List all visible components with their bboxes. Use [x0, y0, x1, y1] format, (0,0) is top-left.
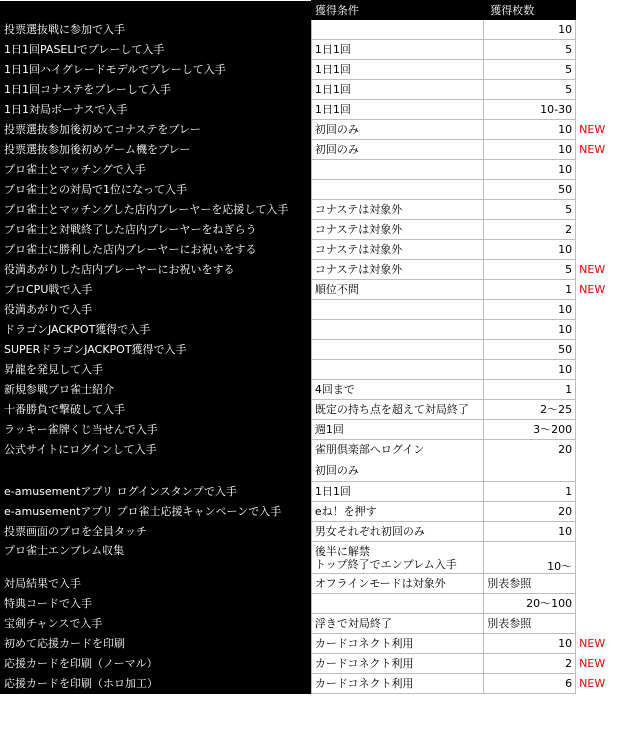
item-count: 5	[484, 60, 576, 80]
item-condition	[311, 20, 483, 40]
table-row	[0, 20, 629, 40]
item-condition	[311, 320, 483, 340]
new-badge: NEW	[579, 263, 606, 276]
item-name: 特典コードで入手	[0, 594, 311, 614]
item-count: 10～	[484, 542, 576, 574]
new-badge: NEW	[579, 143, 606, 156]
item-condition: カードコネクト利用	[311, 674, 483, 694]
item-count: 10	[484, 634, 576, 654]
table-row	[0, 140, 629, 160]
item-condition-line: 雀朋倶楽部へログイン	[314, 443, 425, 456]
item-name: SUPERドラゴンJACKPOT獲得で入手	[0, 340, 311, 360]
table-row	[0, 220, 629, 240]
new-badge	[576, 160, 629, 180]
item-count: 50	[484, 180, 576, 200]
item-condition: コナステは対象外	[311, 220, 483, 240]
item-count: 20～100	[484, 594, 576, 614]
item-condition: オフラインモードは対象外	[311, 574, 483, 594]
item-name: プロ雀士に勝利した店内プレーヤーにお祝いをする	[0, 240, 311, 260]
item-name: 1日1対局ボーナスで入手	[0, 100, 311, 120]
item-count: 10	[484, 20, 576, 40]
item-name: 応援カードを印刷（ノーマル）	[0, 654, 311, 674]
item-name: 1日1回コナステをプレーして入手	[0, 80, 311, 100]
table-row	[0, 100, 629, 120]
new-badge: NEW	[579, 123, 606, 136]
item-count: 10	[484, 300, 576, 320]
item-count: 10	[484, 120, 576, 140]
item-condition	[311, 180, 483, 200]
item-condition: カードコネクト利用	[311, 654, 483, 674]
new-badge	[576, 100, 629, 120]
item-condition-line: 後半に解禁	[314, 544, 370, 558]
item-count: 1	[484, 280, 576, 300]
item-count: 10-30	[484, 100, 576, 120]
item-count: 6	[484, 674, 576, 694]
item-condition	[311, 542, 483, 574]
new-badge	[576, 522, 629, 542]
item-count: 20	[484, 440, 576, 482]
new-badge: NEW	[579, 637, 606, 650]
table-row	[0, 360, 629, 380]
table-row	[0, 502, 629, 522]
item-count: 50	[484, 340, 576, 360]
item-name: e-amusementアプリ プロ雀士応援キャンペーンで入手	[0, 502, 311, 522]
table-row	[0, 160, 629, 180]
table-row	[0, 654, 629, 674]
item-name: ドラゴンJACKPOT獲得で入手	[0, 320, 311, 340]
item-condition: カードコネクト利用	[311, 634, 483, 654]
item-count: 別表参照	[484, 614, 576, 634]
table-row	[0, 260, 629, 280]
item-name: プロCPU戦で入手	[0, 280, 311, 300]
new-badge	[576, 400, 629, 420]
item-count: 10	[484, 140, 576, 160]
item-count: 5	[484, 40, 576, 60]
item-condition: 1日1回	[311, 100, 483, 120]
item-count: 10	[484, 522, 576, 542]
item-count: 別表参照	[484, 574, 576, 594]
table-row	[0, 320, 629, 340]
new-badge	[576, 220, 629, 240]
item-name: 新規参戦プロ雀士紹介	[0, 380, 311, 400]
item-name: 投票選抜参加後初めてコナステをプレー	[0, 120, 311, 140]
table-row	[0, 634, 629, 654]
header-conditions: 獲得条件	[311, 1, 483, 20]
table-row	[0, 574, 629, 594]
item-name: 十番勝負で撃破して入手	[0, 400, 311, 420]
item-condition-line: トップ終了でエンブレム入手	[314, 557, 457, 571]
new-badge	[576, 380, 629, 400]
item-condition: 男女それぞれ初回のみ	[311, 522, 483, 542]
new-badge: NEW	[579, 677, 606, 690]
item-count: 10	[484, 360, 576, 380]
item-name: 1日1回PASELIでプレーして入手	[0, 40, 311, 60]
item-condition: 初回のみ	[311, 120, 483, 140]
new-badge	[576, 240, 629, 260]
new-badge	[576, 482, 629, 502]
table-row	[0, 380, 629, 400]
new-badge	[576, 60, 629, 80]
item-count: 3～200	[484, 420, 576, 440]
item-condition	[311, 440, 483, 482]
table-row	[0, 542, 629, 574]
item-condition: 1日1回	[311, 80, 483, 100]
new-badge: NEW	[579, 283, 606, 296]
new-badge	[576, 200, 629, 220]
item-name: 公式サイトにログインして入手	[0, 440, 311, 482]
table-row	[0, 200, 629, 220]
item-name: プロ雀士とマッチングした店内プレーヤーを応援して入手	[0, 200, 311, 220]
item-count: 10	[484, 240, 576, 260]
new-badge	[576, 420, 629, 440]
table-row	[0, 80, 629, 100]
new-badge	[576, 502, 629, 522]
item-condition: コナステは対象外	[311, 240, 483, 260]
item-condition: 既定の持ち点を超えて対局終了	[311, 400, 483, 420]
item-name: 投票選抜戦に参加で入手	[0, 20, 311, 40]
item-name: プロ雀士と対戦終了した店内プレーヤーをねぎらう	[0, 220, 311, 240]
new-badge	[576, 340, 629, 360]
item-name: 投票選抜参加後初めゲーム機をプレー	[0, 140, 311, 160]
new-badge	[576, 80, 629, 100]
new-badge	[576, 180, 629, 200]
item-name: プロ雀士とマッチングで入手	[0, 160, 311, 180]
item-count: 10	[484, 160, 576, 180]
item-count: 1	[484, 482, 576, 502]
table-row	[0, 180, 629, 200]
table-row	[0, 240, 629, 260]
new-badge	[576, 20, 629, 40]
new-badge	[576, 574, 629, 594]
item-name: 初めて応援カードを印刷	[0, 634, 311, 654]
item-condition: 4回まで	[311, 380, 483, 400]
item-count: 5	[484, 80, 576, 100]
item-condition: eね！を押す	[311, 502, 483, 522]
new-badge	[576, 594, 629, 614]
item-condition	[311, 360, 483, 380]
new-badge: NEW	[579, 657, 606, 670]
item-name: 宝剣チャンスで入手	[0, 614, 311, 634]
new-badge	[576, 40, 629, 60]
item-condition	[311, 300, 483, 320]
item-condition: 初回のみ	[311, 140, 483, 160]
header-count: 獲得枚数	[484, 1, 576, 20]
new-badge	[576, 542, 629, 574]
item-condition: 週1回	[311, 420, 483, 440]
item-name: 役満あがりした店内プレーヤーにお祝いをする	[0, 260, 311, 280]
table-row	[0, 440, 629, 482]
item-condition: 1日1回	[311, 40, 483, 60]
item-name: 1日1回ハイグレードモデルでプレーして入手	[0, 60, 311, 80]
table-row	[0, 120, 629, 140]
item-count: 2	[484, 654, 576, 674]
item-count: 5	[484, 200, 576, 220]
item-condition: コナステは対象外	[311, 200, 483, 220]
item-name: プロ雀士エンブレム収集	[0, 542, 311, 574]
item-count: 5	[484, 260, 576, 280]
table-row	[0, 522, 629, 542]
item-condition: 1日1回	[311, 60, 483, 80]
table-row	[0, 594, 629, 614]
new-badge	[576, 300, 629, 320]
item-name: プロ雀士との対局で1位になって入手	[0, 180, 311, 200]
item-name: 昇龍を発見して入手	[0, 360, 311, 380]
table-row	[0, 60, 629, 80]
item-condition	[311, 594, 483, 614]
table-row	[0, 400, 629, 420]
item-count: 20	[484, 502, 576, 522]
header-row	[0, 1, 629, 20]
table-row	[0, 674, 629, 694]
new-badge	[576, 360, 629, 380]
item-name: 投票画面のプロを全員タッチ	[0, 522, 311, 542]
item-name: 対局結果で入手	[0, 574, 311, 594]
item-name: e-amusementアプリ ログインスタンプで入手	[0, 482, 311, 502]
header-badge-cell	[576, 1, 629, 20]
header-blank-cell	[0, 1, 311, 20]
new-badge	[576, 440, 629, 482]
table-row	[0, 482, 629, 502]
item-condition	[311, 340, 483, 360]
item-condition-line: 初回のみ	[314, 464, 359, 477]
table-row	[0, 300, 629, 320]
item-condition: コナステは対象外	[311, 260, 483, 280]
item-condition: 順位不問	[311, 280, 483, 300]
new-badge	[576, 614, 629, 634]
item-name: ラッキー雀牌くじ当せんで入手	[0, 420, 311, 440]
item-name: 役満あがりで入手	[0, 300, 311, 320]
item-count: 1	[484, 380, 576, 400]
table-row	[0, 340, 629, 360]
table-row	[0, 40, 629, 60]
item-name: 応援カードを印刷（ホロ加工）	[0, 674, 311, 694]
item-count: 10	[484, 320, 576, 340]
item-count: 2～25	[484, 400, 576, 420]
item-condition	[311, 160, 483, 180]
item-condition: 1日1回	[311, 482, 483, 502]
table-row	[0, 614, 629, 634]
table-row	[0, 420, 629, 440]
item-condition: 浮きで対局終了	[311, 614, 483, 634]
table-row	[0, 280, 629, 300]
item-count: 2	[484, 220, 576, 240]
new-badge	[576, 320, 629, 340]
